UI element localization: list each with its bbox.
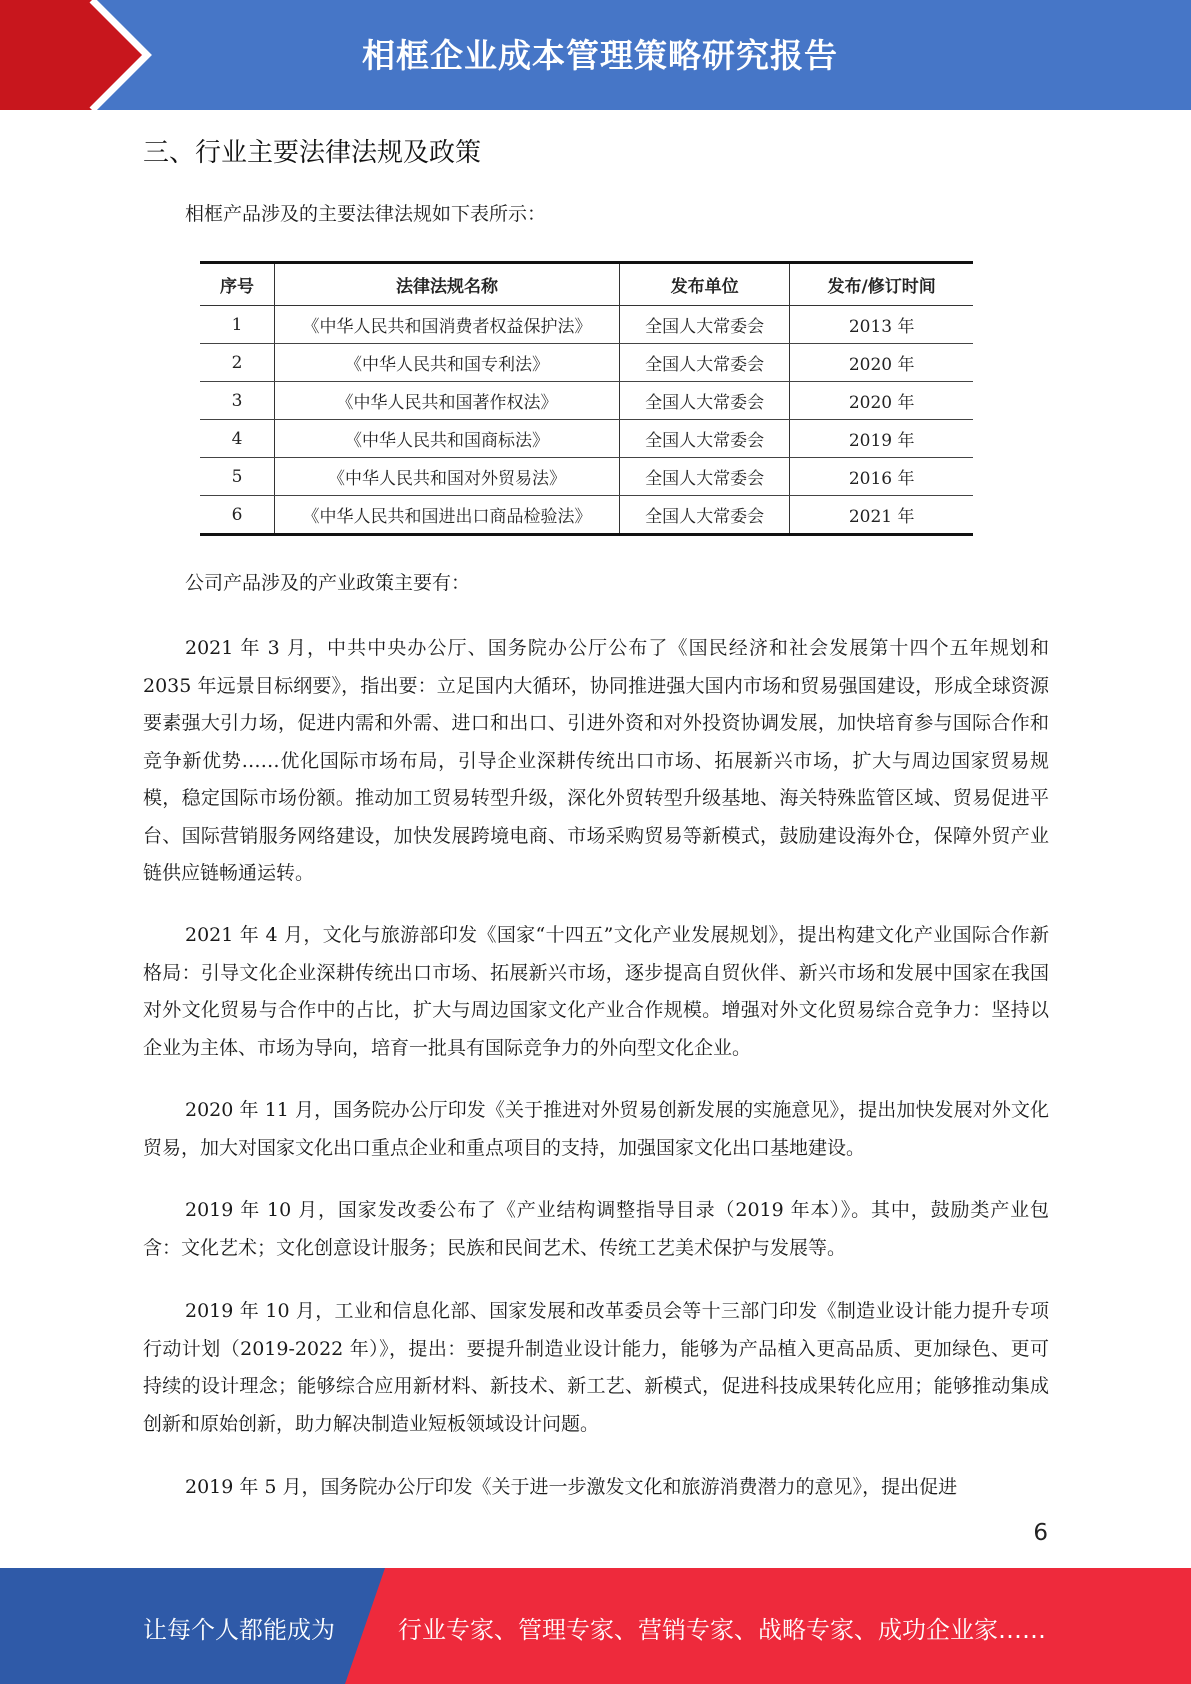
col-header-index: 序号	[200, 263, 275, 306]
laws-table	[200, 261, 973, 536]
col-header-date: 发布/修订时间	[790, 263, 973, 306]
footer-slogan-left: 让每个人都能成为	[143, 1616, 335, 1644]
page-footer	[0, 1568, 1191, 1684]
policy-paragraph: 2021 年 4 月，文化与旅游部印发《国家“十四五”文化产业发展规划》，提出构建文化产业国际合作新格局：引导文化企业深耕传统出口市场、拓展新兴市场，逐步提高自贸伙伴、新兴市场和发展中国家在我国对外文化贸易与合作中的占比，扩大与周边国家文化产业合作规模。增强对外文化贸易综合竞争力：坚持以企业为主体、市场为导向，培育一批具有国际竞争力的外向型文化企业。	[143, 924, 1049, 1059]
footer-slogan-right: 行业专家、管理专家、营销专家、战略专家、成功企业家……	[398, 1616, 1046, 1644]
policy-paragraph: 2020 年 11 月，国务院办公厅印发《关于推进对外贸易创新发展的实施意见》，提出加快发展对外文化贸易，加大对国家文化出口重点企业和重点项目的支持，加强国家文化出口基地建设。	[143, 1099, 1049, 1159]
table-row	[200, 306, 973, 344]
policy-paragraph: 2019 年 5 月，国务院办公厅印发《关于进一步激发文化和旅游消费潜力的意见》，提出促进	[185, 1476, 958, 1498]
section-heading: 三、行业主要法律法规及政策	[143, 138, 482, 168]
table-intro: 相框产品涉及的主要法律法规如下表所示：	[185, 203, 547, 225]
cell-law-name: 《中华人民共和国进出口商品检验法》	[275, 496, 620, 535]
col-header-issuer: 发布单位	[619, 263, 789, 306]
cell-index: 6	[231, 504, 243, 525]
cell-law-name: 《中华人民共和国商标法》	[275, 420, 620, 458]
cell-law-name: 《中华人民共和国消费者权益保护法》	[275, 306, 620, 344]
cell-date: 2020 年	[790, 382, 973, 420]
report-title: 相框企业成本管理策略研究报告	[362, 36, 838, 75]
cell-issuer: 全国人大常委会	[619, 306, 789, 344]
policy-paragraph: 2019 年 10 月，工业和信息化部、国家发展和改革委员会等十三部门印发《制造业设计能力提升专项行动计划（2019-2022 年）》，提出：要提升制造业设计能力，能够为产品植入更高品质、更加绿色、更可持续的设计理念；能够综合应用新材料、新技术、新工艺、新模式，促进科技成果转化应用；能够推动集成创新和原始创新，助力解决制造业短板领域设计问题。	[143, 1300, 1049, 1435]
page-number: 6	[1033, 1520, 1048, 1546]
cell-date: 2016 年	[790, 458, 973, 496]
cell-date: 2019 年	[790, 420, 973, 458]
cell-index: 4	[200, 420, 275, 458]
table-row	[200, 496, 973, 535]
cell-index: 3	[200, 382, 275, 420]
table-row	[200, 382, 973, 420]
cell-issuer: 全国人大常委会	[619, 344, 789, 382]
table-header-row	[200, 263, 973, 306]
table-row	[200, 458, 973, 496]
cell-law-name: 《中华人民共和国专利法》	[275, 344, 620, 382]
col-header-law-name: 法律法规名称	[275, 263, 620, 306]
cell-date: 2020 年	[790, 344, 973, 382]
policy-paragraph: 2019 年 10 月，国家发改委公布了《产业结构调整指导目录（2019 年本）》。其中，鼓励类产业包含：文化艺术；文化创意设计服务；民族和民间艺术、传统工艺美术保护与发展等。	[143, 1199, 1049, 1259]
table-row	[200, 420, 973, 458]
cell-law-name: 《中华人民共和国著作权法》	[275, 382, 620, 420]
cell-law-name: 《中华人民共和国对外贸易法》	[275, 458, 620, 496]
cell-issuer: 全国人大常委会	[619, 382, 789, 420]
cell-date: 2021 年	[790, 496, 973, 535]
table-row	[200, 344, 973, 382]
policy-intro: 公司产品涉及的产业政策主要有：	[185, 572, 471, 594]
policy-paragraph: 2021 年 3 月，中共中央办公厅、国务院办公厅公布了《国民经济和社会发展第十四个五年规划和 2035 年远景目标纲要》，指出要：立足国内大循环，协同推进强大国内市场和贸易强国建设，形成全球资源要素强大引力场，促进内需和外需、进口和出口、引进外资和对外投资协调发展，加快培育参与国际合作和竞争新优势……优化国际市场布局，引导企业深耕传统出口市场、拓展新兴市场，扩大与周边国家贸易规模，稳定国际市场份额。推动加工贸易转型升级，深化外贸转型升级基地、海关特殊监管区域、贸易促进平台、国际营销服务网络建设，加快发展跨境电商、市场采购贸易等新模式，鼓励建设海外仓，保障外贸产业链供应链畅通运转。	[143, 637, 1049, 884]
page-header	[0, 0, 1191, 110]
cell-index: 2	[200, 344, 275, 382]
header-chevron-graphic	[0, 0, 160, 110]
cell-date: 2013 年	[790, 306, 973, 344]
cell-issuer: 全国人大常委会	[619, 496, 789, 535]
cell-issuer: 全国人大常委会	[619, 420, 789, 458]
cell-index: 1	[200, 306, 275, 344]
cell-issuer: 全国人大常委会	[619, 458, 789, 496]
cell-index: 5	[200, 458, 275, 496]
